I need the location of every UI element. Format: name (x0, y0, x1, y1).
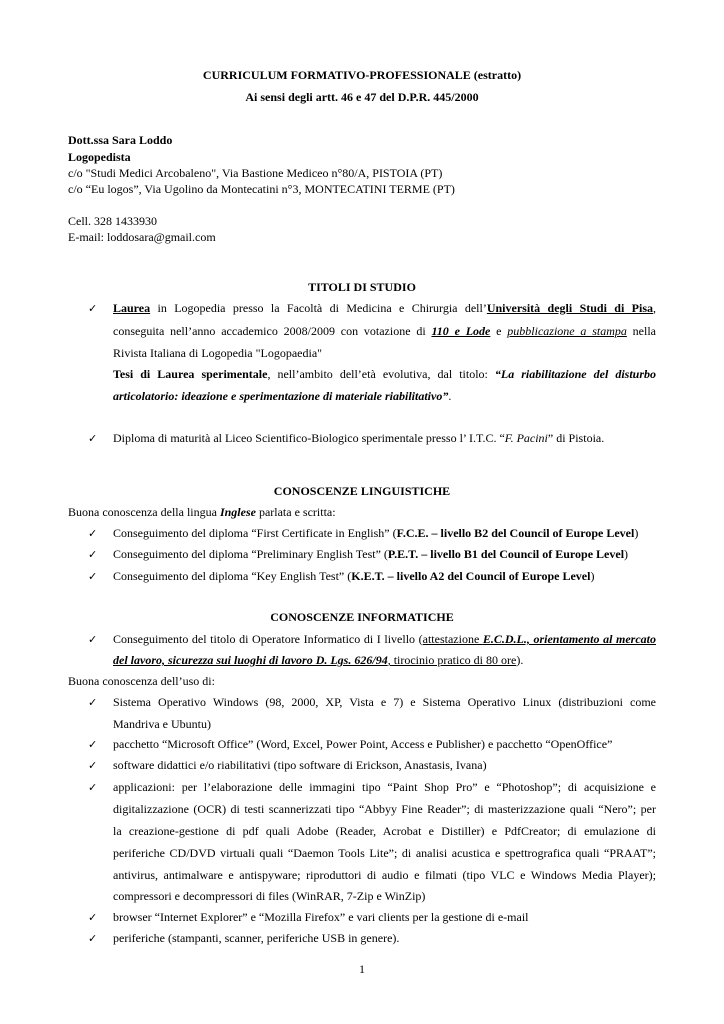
contact-email: E-mail: loddosara@gmail.com (68, 230, 216, 244)
contact-name: Dott.ssa Sara Loddo (68, 133, 173, 147)
laurea-line-5: articolatorio: ideazione e sperimentazione di materiale riabilitativo”. (113, 389, 452, 403)
contact-address-2: c/o “Eu logos”, Via Ugolino da Montecatini n°3, MONTECATINI TERME (PT) (68, 182, 455, 196)
checkmark-icon: ✓ (88, 302, 98, 315)
diploma-line: Diploma di maturità al Liceo Scientifico-Biologico sperimentale presso l’ I.T.C. “F. Pacini” di Pistoia. (113, 431, 605, 445)
didattici-line: software didattici e/o riabilitativi (tipo software di Erickson, Anastasis, Ivana) (113, 758, 487, 772)
contact-address-1: c/o "Studi Medici Arcobaleno", Via Bastione Mediceo n°80/A, PISTOIA (PT) (68, 166, 443, 180)
contact-role: Logopedista (68, 150, 131, 164)
contact-phone: Cell. 328 1433930 (68, 214, 157, 228)
checkmark-icon: ✓ (88, 738, 98, 751)
checkmark-icon: ✓ (88, 696, 98, 709)
lingue-item: Conseguimento del diploma “Preliminary English Test” (P.E.T. – livello B1 del Council of Europe Level) (113, 547, 629, 561)
laurea-line-1: Laurea in Logopedia presso la Facoltà di Medicina e Chirurgia dell’Università degli Studi di Pisa, (113, 301, 656, 315)
lingue-item: Conseguimento del diploma “First Certificate in English” (F.C.E. – livello B2 del Council of Europe Level) (113, 526, 639, 540)
os-line-2: Mandriva e Ubuntu) (113, 717, 211, 731)
applicazioni-line-6: compressori e decompressori di files (WinRAR, 7-Zip e WinZip) (113, 889, 426, 903)
applicazioni-line-2: digitalizzazione (OCR) di testi scannerizzati tipo “Abbyy Fine Reader”; di masterizzazione quali “Nero”; per (113, 802, 656, 816)
lingue-intro: Buona conoscenza della lingua Inglese parlata e scritta: (68, 505, 336, 519)
laurea-line-3: Rivista Italiana di Logopedia "Logopaedia" (113, 346, 323, 360)
checkmark-icon: ✓ (88, 781, 98, 794)
section-heading-lingue: CONOSCENZE LINGUISTICHE (273, 484, 451, 498)
applicazioni-line-5: antivirus, antimalware e antispyware; riproduttori di audio e filmati (tipo VLC e Windows Media Player); (113, 868, 656, 882)
periferiche-line: periferiche (stampanti, scanner, periferiche USB in genere). (113, 931, 400, 945)
ecdl-line-1: Conseguimento del titolo di Operatore Informatico di I livello (attestazione E.C.D.L., orientamento al mercato (113, 632, 656, 646)
os-line-1: Sistema Operativo Windows (98, 2000, XP, Vista e 7) e Sistema Operativo Linux (distribuzioni come (113, 695, 656, 709)
section-heading-titoli: TITOLI DI STUDIO (308, 280, 416, 294)
checkmark-icon: ✓ (88, 432, 98, 445)
checkmark-icon: ✓ (88, 932, 98, 945)
checkmark-icon: ✓ (88, 527, 98, 540)
uso-intro: Buona conoscenza dell’uso di: (68, 674, 215, 688)
office-line: pacchetto “Microsoft Office” (Word, Excel, Power Point, Access e Publisher) e pacchetto “OpenOffice” (113, 737, 613, 751)
applicazioni-line-4: periferiche CD/DVD virtuali quali “Daemon Tools Lite”; di analisi acustica e spettrografica quali “PRAAT”; (113, 846, 656, 860)
page-number: 1 (359, 962, 365, 976)
checkmark-icon: ✓ (88, 911, 98, 924)
document-title: CURRICULUM FORMATIVO-PROFESSIONALE (estratto) (202, 68, 522, 82)
applicazioni-line-1: applicazioni: per l’elaborazione delle immagini tipo “Paint Shop Pro” e “Photoshop”; di acquisizione e (113, 780, 656, 794)
checkmark-icon: ✓ (88, 548, 98, 561)
ecdl-line-2: del lavoro, sicurezza sui luoghi di lavoro D. Lgs. 626/94, tirocinio pratico di 80 ore). (113, 653, 524, 667)
checkmark-icon: ✓ (88, 633, 98, 646)
checkmark-icon: ✓ (88, 570, 98, 583)
laurea-line-4: Tesi di Laurea sperimentale, nell’ambito dell’età evolutiva, dal titolo: “La riabilitazione del disturbo (113, 367, 657, 381)
laurea-line-2: conseguita nell’anno accademico 2008/2009 con votazione di 110 e Lode e pubblicazione a stampa nella (113, 324, 657, 338)
checkmark-icon: ✓ (88, 759, 98, 772)
applicazioni-line-3: la creazione-gestione di pdf quali Adobe (Reader, Acrobat e Distiller) e PdfCreator; di emulazione di (113, 824, 656, 838)
document-subtitle: Ai sensi degli artt. 46 e 47 del D.P.R. 445/2000 (245, 90, 479, 104)
lingue-item: Conseguimento del diploma “Key English Test” (K.E.T. – livello A2 del Council of Europe Level) (113, 569, 595, 583)
browser-line: browser “Internet Explorer” e “Mozilla Firefox” e vari clients per la gestione di e-mail (113, 910, 529, 924)
section-heading-informatica: CONOSCENZE INFORMATICHE (270, 610, 454, 624)
